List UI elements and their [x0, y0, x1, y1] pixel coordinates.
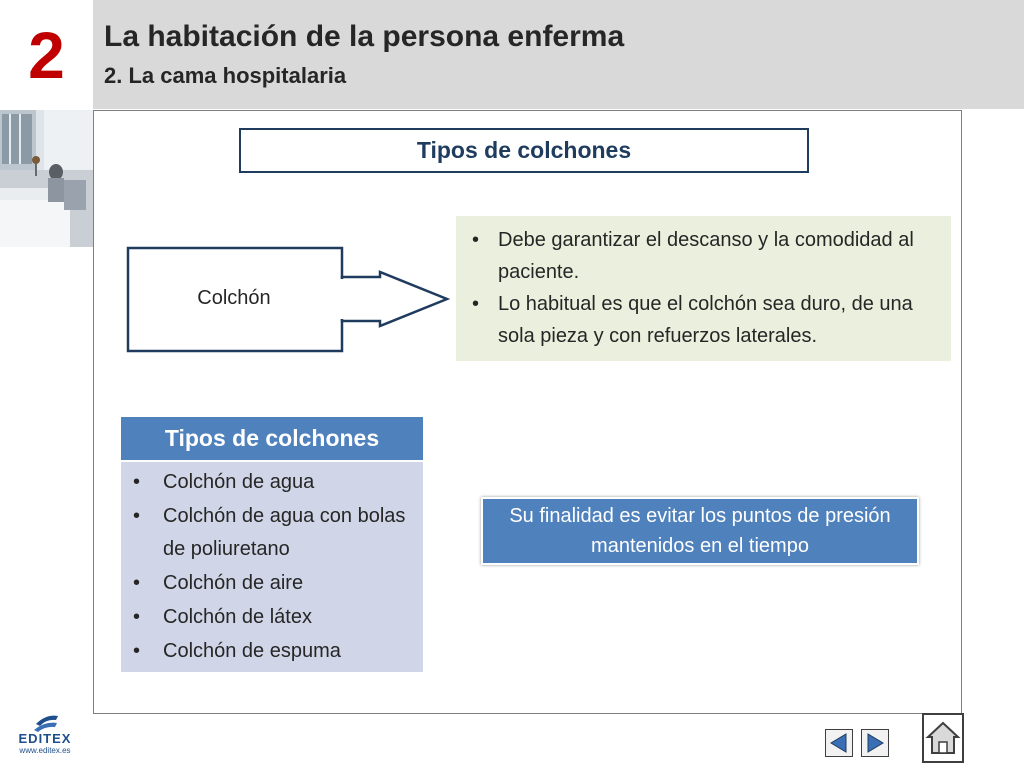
header-band: [93, 0, 1024, 109]
chapter-number: 2: [28, 18, 65, 92]
list-item: • Colchón de agua con bolas de poliuretano: [127, 500, 413, 567]
colchon-label: Colchón: [197, 287, 271, 309]
editex-url: www.editex.es: [19, 746, 71, 755]
editex-brand: EDITEX: [18, 731, 72, 746]
list-item: • Lo habitual es que el colchón sea duro, de una sola pieza y con refuerzos laterales.: [470, 288, 937, 352]
list-item: • Colchón de agua: [127, 466, 413, 500]
home-button[interactable]: [922, 713, 964, 763]
mattress-types-list: [121, 462, 423, 672]
previous-slide-button[interactable]: [825, 729, 853, 757]
list-item: • Debe garantizar el descanso y la comodidad al paciente.: [470, 224, 937, 288]
list-item: • Colchón de látex: [127, 601, 413, 635]
mattress-types-header: Tipos de colchones: [121, 417, 423, 460]
list-item: • Colchón de aire: [127, 567, 413, 601]
triangle-left-icon: [826, 730, 852, 756]
triangle-right-icon: [862, 730, 888, 756]
hospital-room-photo: [0, 110, 93, 247]
list-item: • Colchón de espuma: [127, 635, 413, 669]
page-title: La habitación de la persona enferma: [104, 20, 625, 53]
page-subtitle: 2. La cama hospitalaria: [104, 63, 347, 88]
next-slide-button[interactable]: [861, 729, 889, 757]
section-title: Tipos de colchones: [239, 128, 809, 173]
home-icon: [924, 715, 962, 761]
purpose-callout: Su finalidad es evitar los puntos de presión mantenidos en el tiempo: [481, 497, 919, 565]
colchon-description-box: [456, 216, 951, 361]
